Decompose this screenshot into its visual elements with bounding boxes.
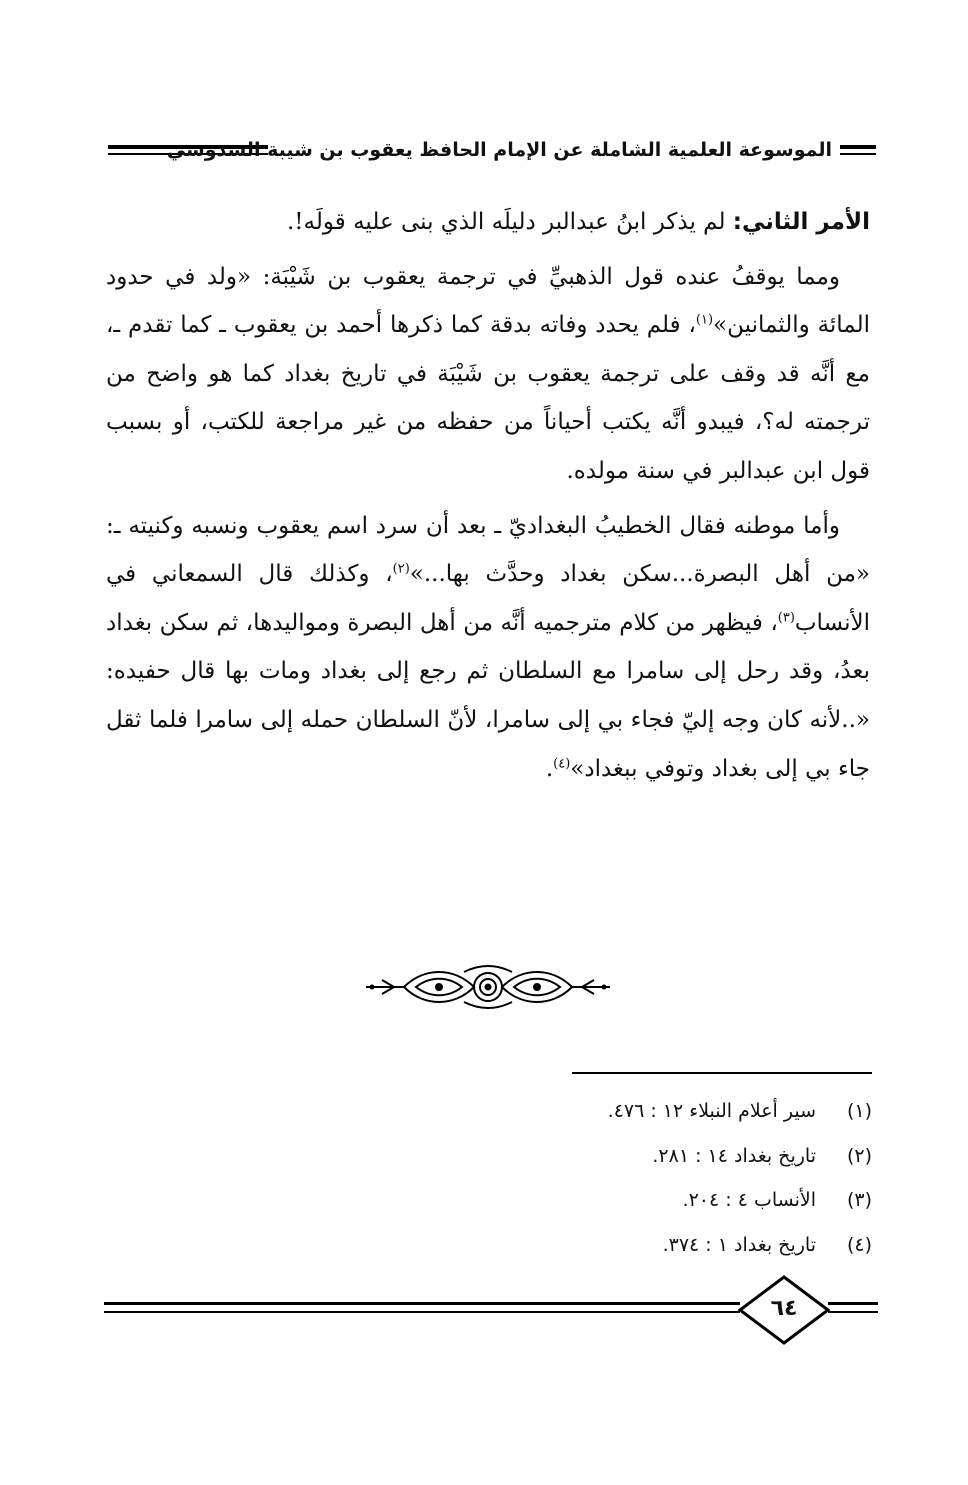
- footnote-ref-1[interactable]: (١): [695, 312, 714, 328]
- paragraph-3-text-c: ، فيظهر من كلام مترجميه أنَّه من أهل البصرة ومواليدها، ثم سكن بغداد بعدُ، وقد رحل إلى سامرا مع السلطان ثم رجع إلى بغداد ومات بها قال حفيده: «..لأنه كان وجه إليّ فجاء بي إلى سامرا، لأنّ السلطان حمله إلى سامرا فلما ثقل جاء بي إلى بغداد وتوفي ببغداد»: [106, 609, 870, 782]
- footnote-ref-3[interactable]: (٣): [777, 610, 795, 626]
- footnote-number: (٤): [846, 1233, 872, 1256]
- footnotes: [452, 1093, 872, 1271]
- header-title: الموسوعة العلمية الشاملة عن الإمام الحافظ يعقوب بن شيبة السدوسي: [166, 139, 832, 161]
- footnote-separator: [572, 1072, 872, 1074]
- page-footer: [104, 1275, 878, 1345]
- footnote-text: سير أعلام النبلاء ١٢ : ٤٧٦.: [607, 1100, 816, 1122]
- paragraph-1-text: لم يذكر ابنُ عبدالبر دليلَه الذي بنى عليه قولَه!.: [286, 209, 733, 235]
- footnote-number: (٢): [846, 1144, 872, 1167]
- page-number-badge: [738, 1275, 830, 1345]
- footnote-text: تاريخ بغداد ١ : ٣٧٤.: [662, 1233, 816, 1256]
- paragraph-3: [106, 502, 870, 794]
- main-text: [106, 198, 870, 799]
- paragraph-3-text-b: ، وكذلك قال السمعاني في الأنساب: [106, 561, 870, 636]
- footnote-item: [452, 1138, 872, 1183]
- paragraph-2: [106, 253, 870, 496]
- footnote-number: (١): [846, 1100, 872, 1122]
- header-rule-right-thin: [840, 153, 876, 155]
- footnote-item: [452, 1182, 872, 1227]
- paragraph-1: [106, 198, 870, 247]
- paragraph-3-text-a: وأما موطنه فقال الخطيبُ البغداديّ ـ بعد أن سرد اسم يعقوب ونسبه وكنيته ـ: «من أهل البصرة...سكن بغداد وحدَّث بها...»: [106, 512, 870, 588]
- footer-rule-left: [104, 1302, 740, 1305]
- paragraph-2-text-b: ، فلم يحدد وفاته بدقة كما ذكرها أحمد بن يعقوب ـ كما تقدم ـ، مع أنَّه قد وقف على ترجمة يعقوب بن شَيْبَة في تاريخ بغداد كما هو واضح من ترجمته له؟، فيبدو أنَّه يكتب أحياناً من حفظه من غير مراجعة للكتب، أو بسبب قول ابن عبدالبر في سنة مولده.: [106, 312, 870, 484]
- paragraph-1-lead: الأمر الثاني:: [732, 209, 870, 235]
- page-number: ٦٤: [770, 1296, 798, 1321]
- footnote-number: (٣): [846, 1189, 872, 1211]
- paragraph-2-text-a: ومما يوقفُ عنده قول الذهبيِّ في ترجمة يعقوب بن شَيْبَة: «ولد في حدود المائة والثمانين»: [106, 263, 871, 339]
- footnote-text: تاريخ بغداد ١٤ : ٢٨١.: [652, 1144, 816, 1167]
- footer-rule-right-thin: [828, 1311, 878, 1313]
- footer-rule-right: [828, 1302, 878, 1305]
- footnote-text: الأنساب ٤ : ٢٠٤.: [682, 1189, 816, 1211]
- footnote-item: [452, 1227, 872, 1272]
- footer-rule-left-thin: [104, 1311, 740, 1313]
- header-rule-right: [840, 145, 876, 149]
- running-header: [108, 135, 876, 175]
- footnote-ref-2[interactable]: (٢): [392, 561, 410, 577]
- footnote-ref-4[interactable]: (٤): [553, 755, 571, 771]
- footnote-item: [452, 1093, 872, 1138]
- paragraph-3-text-d: .: [545, 755, 554, 782]
- ornament-divider-icon: [364, 962, 612, 1012]
